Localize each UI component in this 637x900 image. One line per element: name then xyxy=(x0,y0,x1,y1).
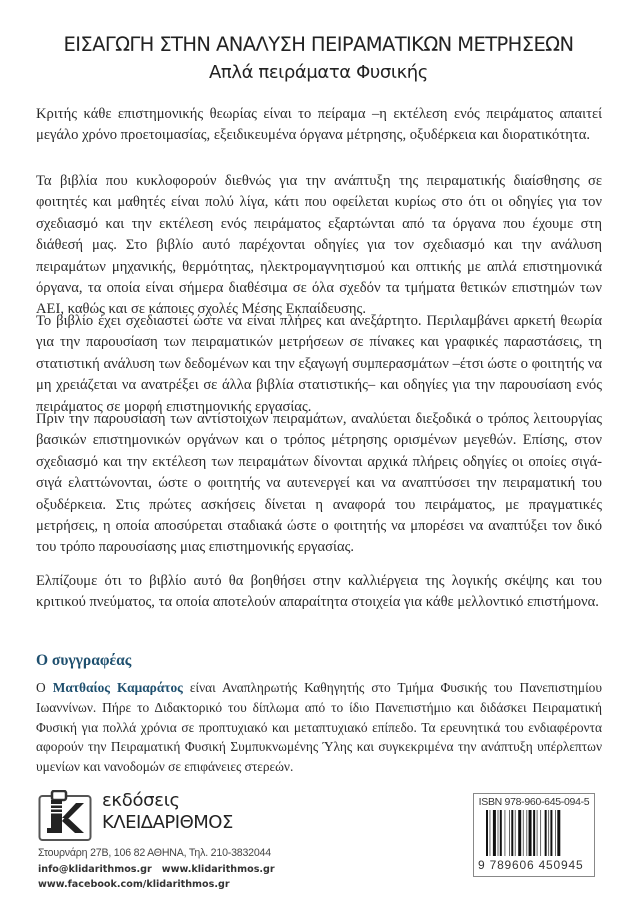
barcode-bar xyxy=(545,810,547,856)
barcode-bar xyxy=(493,810,496,856)
publisher-website[interactable]: www.klidarithmos.gr xyxy=(161,864,275,875)
barcode-bar xyxy=(529,810,532,856)
author-bio-text: είναι Αναπληρωτής Καθηγητής στο Τμήμα Φυσικής του Πανεπιστημίου Ιωαννίνων. Πήρε το Διδακτορικό του δίπλωμα από το ίδιο Πανεπιστήμιο και διδάσκει Πειραματική Φυσική για πολλά χρόνια σε προπτυχιακό και μεταπτυχιακό επίπεδο. Τα ερευνητικά του ενδιαφέροντα αφορούν την Πειραματική Φυσική Συμπυκνωμένης Ύλης και συγκεκριμένα την ανάπτυξη υπέρλεπτων υμενίων και νανοδομών σε επιφάνειες στερεών. xyxy=(36,680,602,775)
barcode-bar xyxy=(537,810,538,856)
blurb-paragraph xyxy=(36,409,602,559)
barcode-bar xyxy=(500,810,502,856)
barcode-bar xyxy=(489,810,490,856)
paragraph-text: Το βιβλίο έχει σχεδιαστεί ώστε να είναι πλήρες και ανεξάρτητο. Περιλαμβάνει αρκετή θεωρία για την παρουσίαση των πειραματικών μετρήσεων σε πίνακες και γραφικές παραστάσεις, τη στατιστική ανάλυση των δεδομένων και την εξαγωγή συμπερασμάτων –έτσι ώστε ο φοιτητής να μη χρειάζεται να ανατρέξει σε άλλα βιβλία στατιστικής– και οδηγίες για την παρουσίαση ενός πειράματος σε μορφή επιστημονικής εργασίας. xyxy=(36,313,602,415)
barcode-icon xyxy=(484,810,588,860)
blurb-paragraph xyxy=(36,104,602,147)
isbn-barcode-box xyxy=(473,793,595,877)
publisher-line1: εκδόσεις xyxy=(102,790,180,811)
isbn-label: ISBN 978-960-645-094-5 xyxy=(478,796,590,808)
blurb-paragraph xyxy=(36,171,602,321)
barcode-bar xyxy=(498,810,499,856)
barcode-bar xyxy=(548,810,549,856)
author-prefix: Ο xyxy=(36,680,53,695)
publisher-email[interactable]: info@klidarithmos.gr xyxy=(38,864,152,875)
publisher-address: Στουρνάρη 27Β, 106 82 ΑΘΗΝΑ, Τηλ. 210-3832044 xyxy=(38,847,271,859)
publisher-contact xyxy=(38,864,275,875)
paragraph-text: Πριν την παρουσίαση των αντίστοιχων πειραμάτων, αναλύεται διεξοδικά ο τρόπος λειτουργίας βασικών επιστημονικών οργάνων και ο τρόπος μέτρησης ορισμένων μεγεθών. Επίσης, στον σχεδιασμό και την εκτέλεση των πειραμάτων δίνονται αρχικά πλήρεις οδηγίες οι οποίες σιγά-σιγά ελαττώνονται, ώστε ο φοιτητής να αυτενεργεί και να αναπτύσσει την πειραματική του οξυδέρκεια. Στις πρώτες ασκήσεις δίνεται η αναφορά του πειράματος, με πραγματικές μετρήσεις, η οποία αποσύρεται σταδιακά ώστε ο φοιτητής να μπορέσει να αναπτύξει τον δικό του τρόπο παρουσίασης μιας επιστημονικής εργασίας. xyxy=(36,411,602,556)
barcode-bar xyxy=(557,810,560,856)
barcode-bar xyxy=(515,810,516,856)
paragraph-text: Κριτής κάθε επιστημονικής θεωρίας είναι το πείραμα –η εκτέλεση ενός πειράματος απαιτεί μεγάλο χρόνο προετοιμασίας, εξειδικευμένα όργανα μέτρησης, οξυδέρκεια και διορατικότητα. xyxy=(36,106,602,144)
barcode-bar xyxy=(523,810,524,856)
barcode-bar xyxy=(509,810,510,856)
blurb-paragraph xyxy=(36,571,602,614)
paragraph-text: Ελπίζουμε ότι το βιβλίο αυτό θα βοηθήσει στην καλλιέργεια της λογικής σκέψης και του κριτικού πνεύματος, τα οποία αποτελούν απαραίτητα στοιχεία για κάθε μελλοντικό επιστήμονα. xyxy=(36,573,602,611)
author-heading: Ο συγγραφέας xyxy=(36,652,132,669)
barcode-bar xyxy=(526,810,527,856)
publisher-facebook[interactable]: www.facebook.com/klidarithmos.gr xyxy=(38,879,230,890)
book-subtitle: Απλά πειράματα Φυσικής xyxy=(209,62,428,83)
author-bio xyxy=(36,678,602,777)
key-k-logo-icon xyxy=(38,790,92,842)
barcode-bar xyxy=(518,810,521,856)
book-title: ΕΙΣΑΓΩΓΗ ΣΤΗΝ ΑΝΑΛΥΣΗ ΠΕΙΡΑΜΑΤΙΚΩΝ ΜΕΤΡΗΣΕΩΝ xyxy=(63,33,574,56)
blurb-paragraph xyxy=(36,311,602,418)
paragraph-text: Τα βιβλία που κυκλοφορούν διεθνώς για την ανάπτυξη της πειραματικής διαίσθησης σε φοιτητές και μαθητές είναι πολύ λίγα, κάτι που οφείλεται κυρίως στο ότι οι οδηγίες για τον σχεδιασμό και την εκτέλεση ενός πειράματος εξαρτώνται από τα όργανα που έχουμε στη διάθεσή μας. Στο βιβλίο αυτό παρέχονται οδηγίες για τον σχεδιασμό και την ανάλυση πειραμάτων μηχανικής, θερμότητας, ηλεκτρομαγνητισμού και οπτικής με απλά επιστημονικά όργανα, τα οποία είναι σήμερα διαθέσιμα σε όλα σχεδόν τα τμήματα θετικών επιστημών των ΑΕΙ, καθώς και σε κάποιες σχολές Μέσης Εκπαίδευσης. xyxy=(36,173,602,318)
author-name: Ματθαίος Καμαράτος xyxy=(52,680,183,695)
barcode-bar xyxy=(555,810,556,856)
barcode-bar xyxy=(540,810,541,856)
publisher-name: ΚΛΕΙΔΑΡΙΘΜΟΣ xyxy=(102,812,233,833)
barcode-bar xyxy=(533,810,535,856)
barcode-bar xyxy=(504,810,505,856)
barcode-bar xyxy=(486,810,488,856)
isbn-digits: 9 789606 450945 xyxy=(478,858,584,872)
barcode-bar xyxy=(550,810,552,856)
barcode-bar xyxy=(511,810,513,856)
